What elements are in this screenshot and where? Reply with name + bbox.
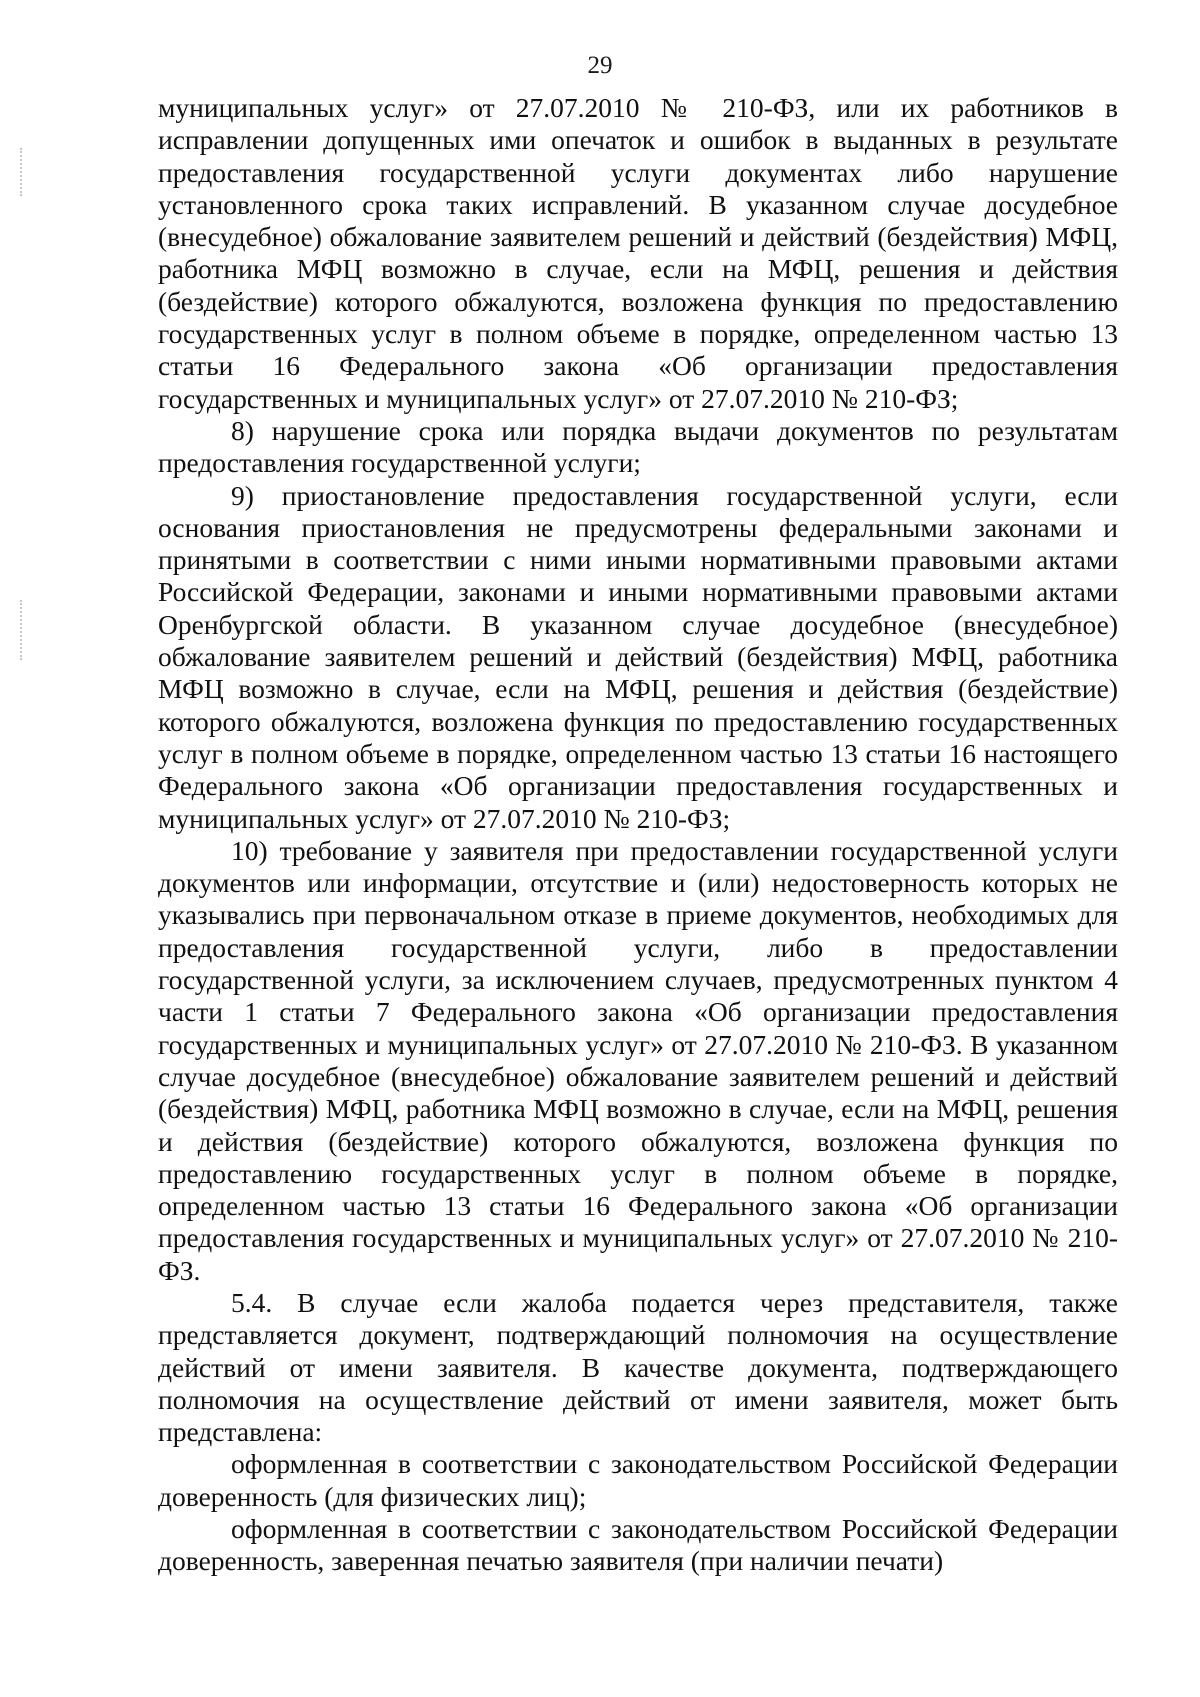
scan-margin-mark: [20, 148, 24, 196]
paragraph-item-9: 9) приостановление предоставления государственной услуги, если основания приостановления не предусмотрены федеральными законами и принятыми в соответствии с ними иными нормативными правовыми актами Российской Федерации, законами и иными нормативными правовыми актами Оренбургской области. В указанном случае досудебное (внесудебное) обжалование заявителем решений и действий (бездействия) МФЦ, работника МФЦ возможно в случае, если на МФЦ, решения и действия (бездействие) которого обжалуются, возложена функция по предоставлению государственных услуг в полном объеме в порядке, определенном частью 13 статьи 16 настоящего Федерального закона «Об организации предоставления государственных и муниципальных услуг» от 27.07.2010 № 210-ФЗ;: [158, 479, 1118, 834]
paragraph-item-8: 8) нарушение срока или порядка выдачи документов по результатам предоставления государственной услуги;: [158, 414, 1118, 479]
scan-margin-mark: [20, 600, 24, 660]
page-number: 29: [587, 52, 613, 79]
paragraph-continuation: муниципальных услуг» от 27.07.2010 № 210-ФЗ, или их работников в исправлении допущенных ими опечаток и ошибок в выданных в результате предоставления государственной услуги документах либо нарушение установленного срока таких исправлений. В указанном случае досудебное (внесудебное) обжалование заявителем решений и действий (бездействия) МФЦ, работника МФЦ возможно в случае, если на МФЦ, решения и действия (бездействие) которого обжалуются, возложена функция по предоставлению государственных услуг в полном объеме в порядке, определенном частью 13 статьи 16 Федерального закона «Об организации предоставления государственных и муниципальных услуг» от 27.07.2010 № 210-ФЗ;: [158, 92, 1118, 414]
paragraph-item-10: 10) требование у заявителя при предоставлении государственной услуги документов или информации, отсутствие и (или) недостоверность которых не указывались при первоначальном отказе в приеме документов, необходимых для предоставления государственной услуги, либо в предоставлении государственной услуги, за исключением случаев, предусмотренных пунктом 4 части 1 статьи 7 Федерального закона «Об организации предоставления государственных и муниципальных услуг» от 27.07.2010 № 210-ФЗ. В указанном случае досудебное (внесудебное) обжалование заявителем решений и действий (бездействия) МФЦ, работника МФЦ возможно в случае, если на МФЦ, решения и действия (бездействие) которого обжалуются, возложена функция по предоставлению государственных услуг в полном объеме в порядке, определенном частью 13 статьи 16 Федерального закона «Об организации предоставления государственных и муниципальных услуг» от 27.07.2010 № 210-ФЗ.: [158, 834, 1118, 1286]
paragraph-option-legal-entities: оформленная в соответствии с законодательством Российской Федерации доверенность, заверенная печатью заявителя (при наличии печати): [158, 1513, 1118, 1577]
paragraph-section-5-4: 5.4. В случае если жалоба подается через представителя, также представляется документ, подтверждающий полномочия на осуществление действий от имени заявителя. В качестве документа, подтверждающего полномочия на осуществление действий от имени заявителя, может быть представлена:: [158, 1286, 1118, 1448]
document-text: [158, 92, 1118, 1578]
paragraph-option-individuals: оформленная в соответствии с законодательством Российской Федерации доверенность (для физических лиц);: [158, 1448, 1118, 1512]
